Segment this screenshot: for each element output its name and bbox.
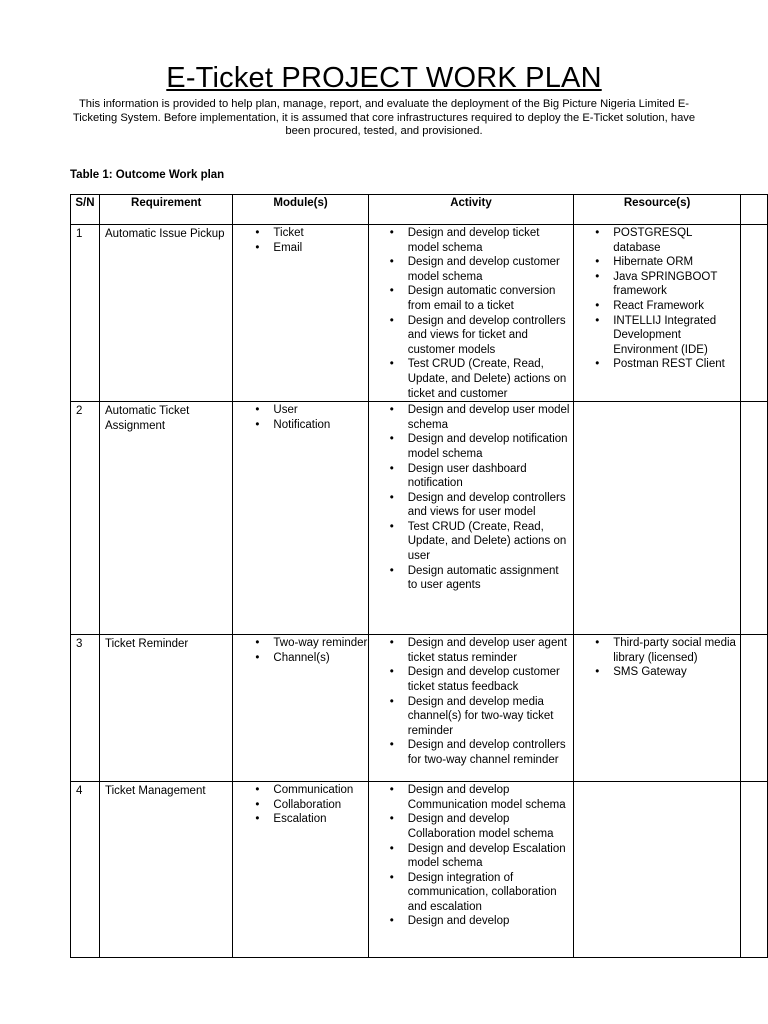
header-resources: Resource(s)	[574, 195, 741, 225]
activity-item: • Design integration of communication, collaboration and escalation	[369, 871, 573, 915]
row-sn: 1	[71, 225, 100, 402]
row-sn: 3	[71, 635, 100, 782]
resource-item: • React Framework	[574, 299, 740, 314]
modules-list	[233, 783, 367, 827]
activity-item: • Design and develop controllers for two-way channel reminder	[369, 738, 573, 767]
modules-list	[233, 403, 367, 432]
table-header-row	[71, 195, 768, 225]
row-requirement: Ticket Reminder	[99, 635, 232, 782]
activity-item: • Design and develop user model schema	[369, 403, 573, 432]
header-activity: Activity	[368, 195, 573, 225]
document-title: E-Ticket PROJECT WORK PLAN	[166, 62, 602, 94]
row-activity-cell	[368, 225, 573, 402]
intro-paragraph: This information is provided to help plan, manage, report, and evaluate the deployment of the Big Picture Nigeria Limited E-Ticketing System. Before implementation, it is assumed that core infrastructures required to deploy the E-Ticket solution, have been procured, tested, and provisioned.	[72, 98, 696, 138]
row-extra-cell	[740, 225, 767, 402]
activity-item: • Design automatic conversion from email to a ticket	[369, 284, 573, 313]
row-modules-cell	[233, 782, 368, 958]
activity-item: • Design and develop Collaboration model schema	[369, 812, 573, 841]
resource-item: • Postman REST Client	[574, 357, 740, 372]
activity-item: • Design and develop user agent ticket status reminder	[369, 636, 573, 665]
module-item: • Two-way reminder	[233, 636, 367, 651]
work-plan-table	[70, 194, 768, 958]
row-activity-cell	[368, 782, 573, 958]
header-sn: S/N	[71, 195, 100, 225]
row-resources-cell	[574, 402, 741, 635]
activity-list	[369, 403, 573, 593]
header-modules: Module(s)	[233, 195, 368, 225]
row-activity-cell	[368, 635, 573, 782]
activity-item: • Design and develop ticket model schema	[369, 226, 573, 255]
row-requirement: Ticket Management	[99, 782, 232, 958]
activity-list	[369, 226, 573, 401]
activity-item: • Design and develop customer model schema	[369, 255, 573, 284]
row-modules-cell	[233, 402, 368, 635]
activity-item: • Design and develop Escalation model schema	[369, 842, 573, 871]
header-extra	[740, 195, 767, 225]
module-item: • Collaboration	[233, 798, 367, 813]
row-extra-cell	[740, 402, 767, 635]
table-row	[71, 782, 768, 958]
module-item: • Ticket	[233, 226, 367, 241]
table-row	[71, 225, 768, 402]
row-resources-cell	[574, 782, 741, 958]
header-requirement: Requirement	[99, 195, 232, 225]
resource-item: • Third-party social media library (licensed)	[574, 636, 740, 665]
activity-item: • Design and develop	[369, 914, 573, 929]
module-item: • Escalation	[233, 812, 367, 827]
table-caption: Table 1: Outcome Work plan	[70, 169, 225, 181]
activity-list	[369, 636, 573, 767]
activity-item: • Test CRUD (Create, Read, Update, and Delete) actions on ticket and customer	[369, 357, 573, 401]
resource-list	[574, 226, 740, 372]
modules-list	[233, 636, 367, 665]
resource-item: • INTELLIJ Integrated Development Environment (IDE)	[574, 314, 740, 358]
resource-list	[574, 636, 740, 680]
module-item: • Channel(s)	[233, 651, 367, 666]
row-extra-cell	[740, 782, 767, 958]
row-sn: 2	[71, 402, 100, 635]
row-requirement: Automatic Issue Pickup	[99, 225, 232, 402]
module-item: • Communication	[233, 783, 367, 798]
table-row	[71, 402, 768, 635]
row-sn: 4	[71, 782, 100, 958]
activity-item: • Design and develop notification model schema	[369, 432, 573, 461]
activity-item: • Design and develop controllers and views for user model	[369, 491, 573, 520]
module-item: • Email	[233, 241, 367, 256]
activity-item: • Test CRUD (Create, Read, Update, and Delete) actions on user	[369, 520, 573, 564]
activity-list	[369, 783, 573, 929]
row-activity-cell	[368, 402, 573, 635]
resource-item: • SMS Gateway	[574, 665, 740, 680]
row-resources-cell	[574, 225, 741, 402]
row-resources-cell	[574, 635, 741, 782]
table-row	[71, 635, 768, 782]
activity-clip	[369, 782, 573, 956]
activity-item: • Design and develop customer ticket status feedback	[369, 665, 573, 694]
activity-item: • Design and develop media channel(s) for two-way ticket reminder	[369, 695, 573, 739]
resource-item: • POSTGRESQL database	[574, 226, 740, 255]
row-extra-cell	[740, 635, 767, 782]
activity-item: • Design automatic assignment to user agents	[369, 564, 573, 593]
activity-item: • Design and develop Communication model schema	[369, 783, 573, 812]
resource-item: • Hibernate ORM	[574, 255, 740, 270]
resource-item: • Java SPRINGBOOT framework	[574, 270, 740, 299]
activity-item: • Design and develop controllers and views for ticket and customer models	[369, 314, 573, 358]
row-modules-cell	[233, 225, 368, 402]
row-modules-cell	[233, 635, 368, 782]
modules-list	[233, 226, 367, 255]
row-requirement: Automatic Ticket Assignment	[99, 402, 232, 635]
module-item: • User	[233, 403, 367, 418]
module-item: • Notification	[233, 418, 367, 433]
activity-item: • Design user dashboard notification	[369, 462, 573, 491]
